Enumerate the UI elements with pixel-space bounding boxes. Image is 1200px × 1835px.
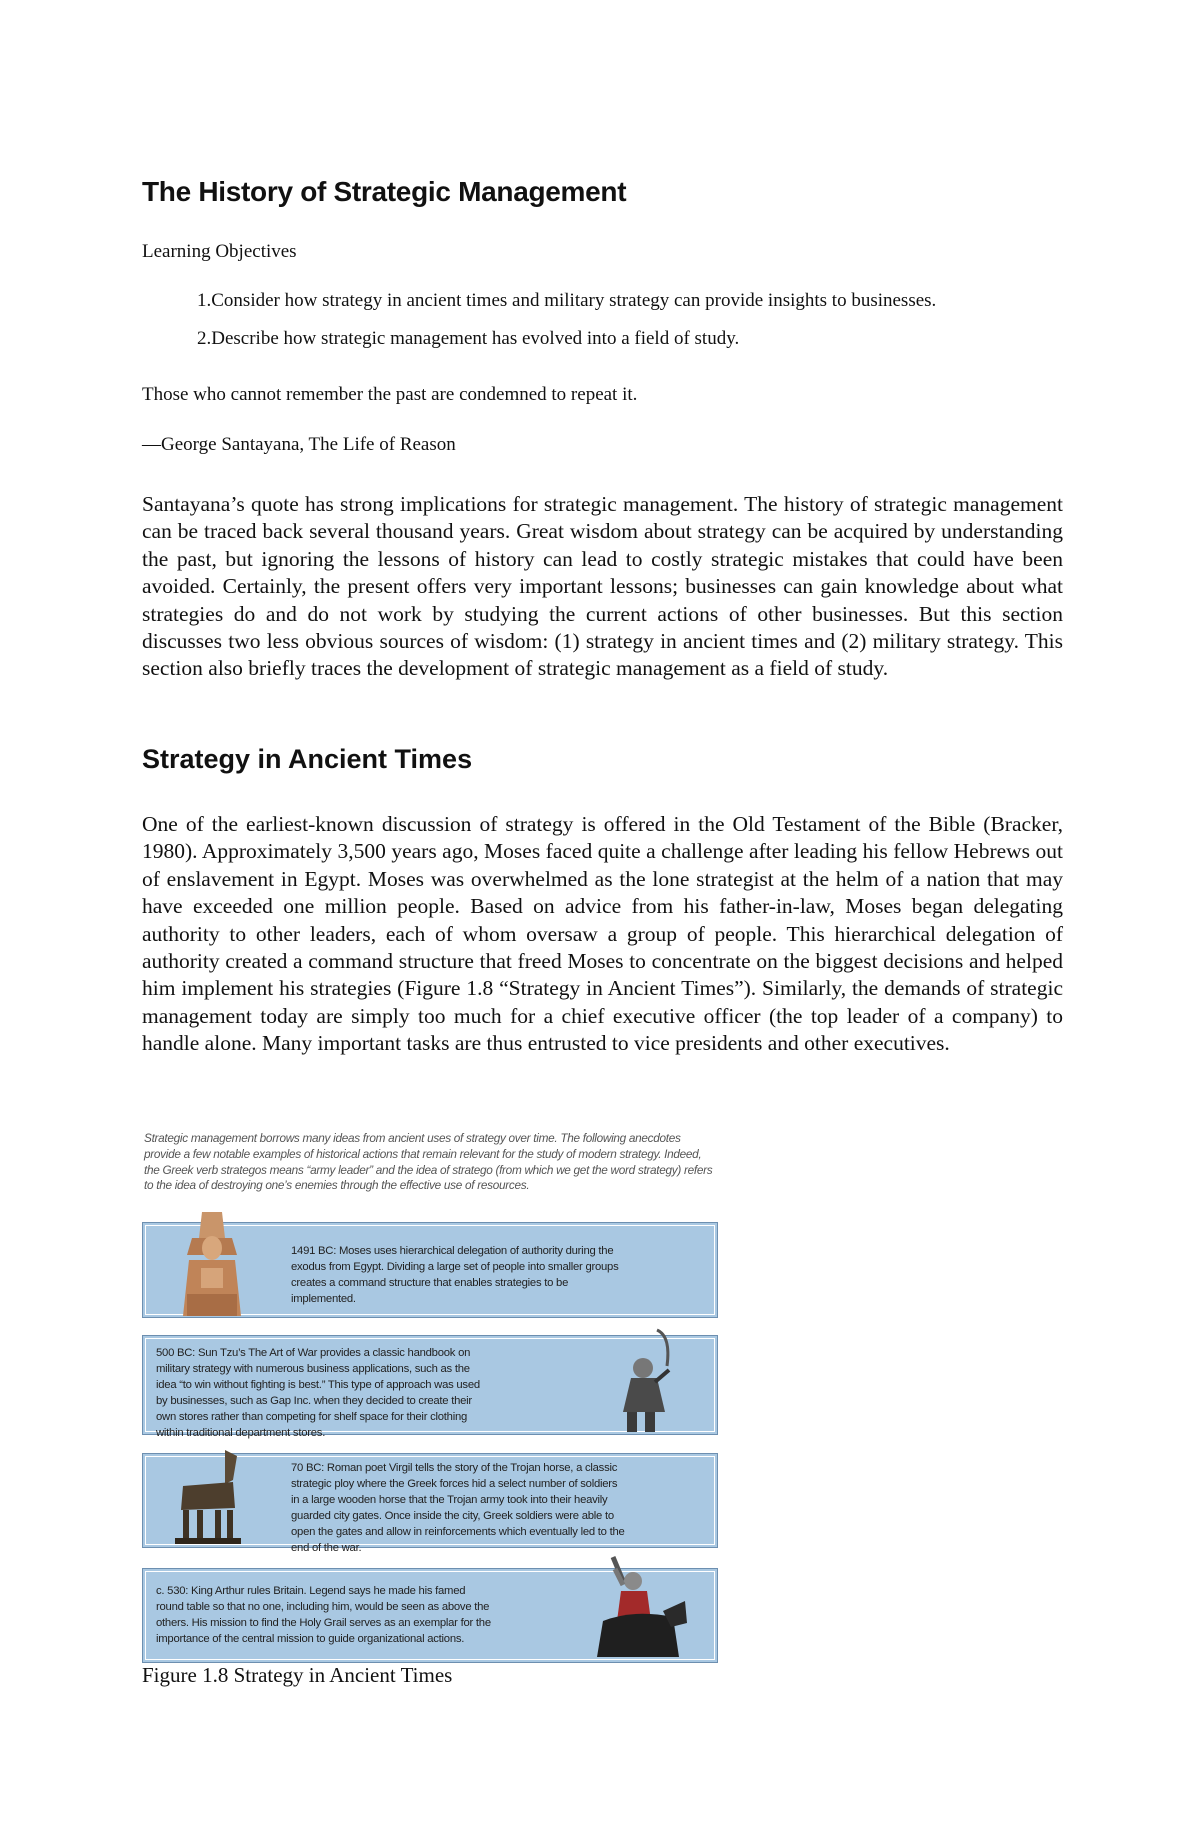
- figure-panel-king-arthur: [142, 1568, 718, 1663]
- figure-panel-moses: [142, 1222, 718, 1318]
- figure-panel-trojan-horse: [142, 1453, 718, 1554]
- section-heading: Strategy in Ancient Times: [142, 744, 473, 774]
- pharaoh-statue-icon: [177, 1210, 247, 1318]
- figure-intro-text: Strategic management borrows many ideas from ancient uses of strategy over time. The following anecdotes provide a few notable examples of historical actions that remain relevant for the study of modern strategy. Indeed, the Greek verb strategos means “army leader” and the idea of stratego (from which we get the word strategy) refers to the idea of destroying one’s enemies through the effective use of resources.: [144, 1131, 713, 1193]
- learning-objectives-list: [197, 290, 936, 366]
- panel-text-moses: 1491 BC: Moses uses hierarchical delegation of authority during the exodus from Egypt. Dividing a large set of people into smaller groups creates a command structure that enables strategies to be implemented.: [291, 1245, 619, 1305]
- learning-objectives-heading: Learning Objectives: [142, 241, 297, 262]
- trojan-horse-icon: [169, 1446, 253, 1546]
- objective-item: 1.Consider how strategy in ancient times and military strategy can provide insights to businesses.: [197, 290, 937, 311]
- knight-on-horse-icon: [593, 1551, 693, 1661]
- page-title: The History of Strategic Management: [142, 176, 627, 207]
- samurai-warrior-icon: [613, 1326, 683, 1434]
- objective-item: 2.Describe how strategic management has evolved into a field of study.: [197, 328, 740, 349]
- intro-paragraph: Santayana’s quote has strong implications for strategic management. The history of strategic management can be traced back several thousand years. Great wisdom about strategy can be acquired by understanding the past, but ignoring the lessons of history can lead to costly strategic mistakes that could have been avoided. Certainly, the present offers very important lessons; businesses can gain knowledge about what strategies do and do not work by studying the current actions of other businesses. But this section discusses two less obvious sources of wisdom: (1) strategy in ancient times and (2) military strategy. This section also briefly traces the development of strategic management as a field of study.: [142, 492, 1063, 681]
- panel-text-trojan-horse: 70 BC: Roman poet Virgil tells the story of the Trojan horse, a classic strategic ploy where the Greek forces hid a select number of soldiers in a large wooden horse that the Trojan army took into their heavily guarded city gates. Once inside the city, Greek soldiers were able to open the gates and allow in reinforcements which eventually led to the end of the war.: [291, 1462, 625, 1554]
- panel-text-king-arthur: c. 530: King Arthur rules Britain. Legend says he made his famed round table so that no one, including him, would be seen as above the others. His mission to find the Holy Grail serves as an exemplar for the importance of the central mission to guide organizational actions.: [156, 1585, 491, 1645]
- quote-text: Those who cannot remember the past are condemned to repeat it.: [142, 384, 638, 405]
- panel-text-sun-tzu: 500 BC: Sun Tzu’s The Art of War provides a classic handbook on military strategy with numerous business applications, such as the idea “to win without fighting is best.” This type of approach was used by businesses, such as Gap Inc. when they decided to create their own stores rather than competing for shelf space for their clothing within traditional department stores.: [156, 1347, 480, 1439]
- quote-attribution: —George Santayana, The Life of Reason: [142, 434, 456, 455]
- section-paragraph: One of the earliest-known discussion of strategy is offered in the Old Testament of the Bible (Bracker, 1980). Approximately 3,500 years ago, Moses faced quite a challenge after leading his fellow Hebrews out of enslavement in Egypt. Moses was overwhelmed as the lone strategist at the helm of a nation that may have exceeded one million people. Based on advice from his father-in-law, Moses began delegating authority to other leaders, each of whom oversaw a group of people. This hierarchical delegation of authority created a command structure that freed Moses to concentrate on the biggest decisions and helped him implement his strategies (Figure 1.8 “Strategy in Ancient Times”). Similarly, the demands of strategic management today are simply too much for a chief executive officer (the top leader of a company) to handle alone. Many important tasks are thus entrusted to vice presidents and other executives.: [142, 812, 1063, 1056]
- figure-caption: Figure 1.8 Strategy in Ancient Times: [142, 1663, 453, 1687]
- figure-panel-sun-tzu: [142, 1335, 718, 1439]
